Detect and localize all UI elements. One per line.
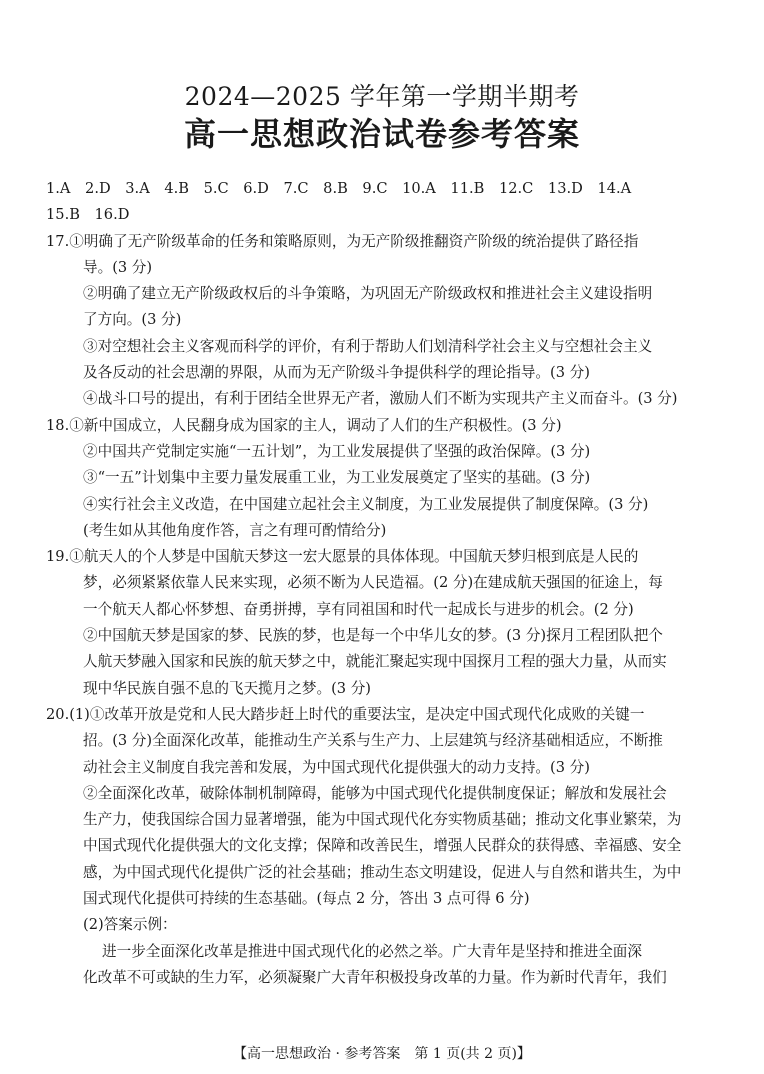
answer-line: (考生如从其他角度作答，言之有理可酌情给分)	[83, 521, 387, 539]
answer-line: ④战斗口号的提出，有利于团结全世界无产者，激励人们不断为实现共产主义而奋斗。(3 分)	[83, 390, 678, 408]
answer-line: 动社会主义制度自我完善和发展，为中国式现代化提供强大的动力支持。(3 分)	[83, 758, 590, 776]
answer-line: (2)答案示例：	[83, 916, 177, 934]
answer-line: ③“一五”计划集中主要力量发展重工业，为工业发展奠定了坚实的基础。(3 分)	[83, 469, 591, 487]
answer-key-title: 高一思想政治试卷参考答案	[183, 115, 580, 153]
answer-line: ②全面深化改革，破除体制机制障碍，能够为中国式现代化提供制度保证；解放和发展社会	[83, 784, 667, 802]
answer-line: 国式现代化提供可持续的生态基础。(每点 2 分，答出 3 点可得 6 分)	[83, 890, 530, 908]
answer-line: 17.①明确了无产阶级革命的任务和策略原则，为无产阶级推翻资产阶级的统治提供了路径指	[46, 232, 639, 250]
answer-line: ②明确了建立无产阶级政权后的斗争策略，为巩固无产阶级政权和推进社会主义建设指明	[83, 285, 653, 303]
answer-line: ④实行社会主义改造，在中国建立起社会主义制度，为工业发展提供了制度保障。(3 分)	[83, 495, 649, 513]
answer-line: 20.(1)①改革开放是党和人民大踏步赶上时代的重要法宝，是决定中国式现代化成败的关键一	[46, 705, 645, 723]
answer-line: 及各反动的社会思潮的界限，从而为无产阶级斗争提供科学的理论指导。(3 分)	[83, 364, 590, 382]
answer-line: 15.B 16.D	[46, 206, 130, 224]
answer-line: 梦，必须紧紧依靠人民来实现，必须不断为人民造福。(2 分)在建成航天强国的征途上，每	[83, 574, 663, 592]
answer-line: 18.①新中国成立，人民翻身成为国家的主人，调动了人们的生产积极性。(3 分)	[46, 416, 562, 434]
page-footer: 【高一思想政治 · 参考答案 第 1 页(共 2 页)】	[233, 1046, 531, 1062]
answer-line: 现中华民族自强不息的飞天揽月之梦。(3 分)	[83, 679, 372, 697]
answer-line: 一个航天人都心怀梦想、奋勇拼搏，享有同祖国和时代一起成长与进步的机会。(2 分)	[83, 600, 634, 618]
answer-line: ②中国共产党制定实施“一五计划”，为工业发展提供了坚强的政治保障。(3 分)	[83, 442, 591, 460]
answer-line: 1.A 2.D 3.A 4.B 5.C 6.D 7.C 8.B 9.C 10.A 11.B 12.C 13.D 14.A	[46, 180, 632, 197]
answer-line: 感，为中国式现代化提供广泛的社会基础；推动生态文明建设，促进人与自然和谐共生，为中	[83, 863, 682, 881]
answer-line: ②中国航天梦是国家的梦、民族的梦，也是每一个中华儿女的梦。(3 分)探月工程团队把个	[83, 627, 663, 645]
answer-line: 导。(3 分)	[83, 258, 153, 276]
answer-body	[46, 176, 726, 991]
answer-line: 人航天梦融入国家和民族的航天梦之中，就能汇聚起实现中国探月工程的强大力量，从而实	[83, 653, 667, 671]
exam-term-title: 2024—2025 学年第一学期半期考	[184, 82, 580, 111]
answer-line: 19.①航天人的个人梦是中国航天梦这一宏大愿景的具体体现。中国航天梦归根到底是人民的	[46, 548, 639, 566]
answer-line: 中国式现代化提供强大的文化支撑；保障和改善民生，增强人民群众的获得感、幸福感、安全	[83, 837, 682, 855]
answer-line: 生产力，使我国综合国力显著增强，能为中国式现代化夯实物质基础；推动文化事业繁荣，为	[83, 811, 682, 829]
answer-line: 进一步全面深化改革是推进中国式现代化的必然之举。广大青年是坚持和推进全面深	[102, 942, 642, 960]
answer-line: 了方向。(3 分)	[83, 311, 182, 329]
answer-line: 化改革不可或缺的生力军，必须凝聚广大青年积极投身改革的力量。作为新时代青年，我们	[83, 968, 667, 986]
answer-line: ③对空想社会主义客观而科学的评价，有利于帮助人们划清科学社会主义与空想社会主义	[83, 337, 653, 355]
answer-line: 招。(3 分)全面深化改革，能推动生产关系与生产力、上层建筑与经济基础相适应，不断推	[83, 732, 663, 750]
